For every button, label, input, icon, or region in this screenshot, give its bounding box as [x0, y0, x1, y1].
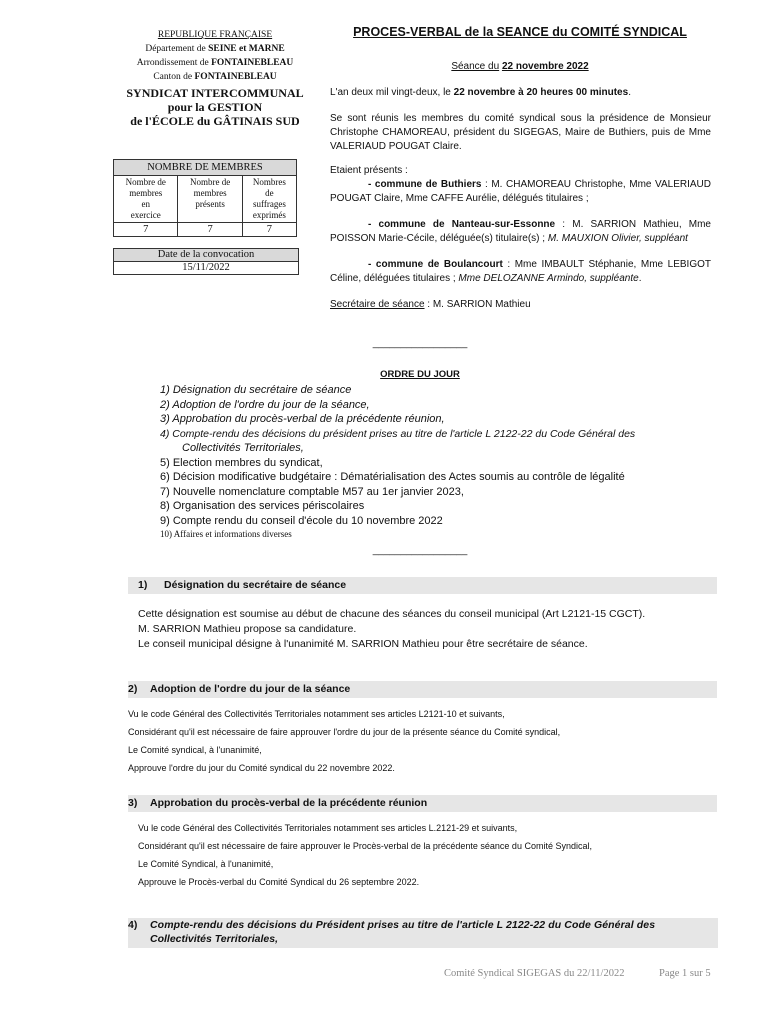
ordre-item: 9) Compte rendu du conseil d'école du 10 novembre 2022 [160, 514, 443, 527]
secretaire-line: Secrétaire de séance : M. SARRION Mathieu [330, 299, 531, 310]
value-suffrages: 7 [242, 223, 296, 237]
col-header-exercice: Nombre de membres en exercice [114, 176, 178, 223]
syndicat-name: SYNDICAT INTERCOMMUNAL pour la GESTION de l'ÉCOLE du GÂTINAIS SUD [126, 86, 304, 128]
ordre-item: 1) Désignation du secrétaire de séance [160, 384, 352, 396]
ordre-item: 2) Adoption de l'ordre du jour de la séance, [160, 398, 370, 411]
ordre-item: 3) Approbation du procès-verbal de la précédente réunion, [160, 413, 445, 425]
intro-line1: L'an deux mil vingt-deux, le 22 novembre à 20 heures 00 minutes. [330, 87, 631, 98]
members-table-box [113, 159, 297, 237]
convocation-box [113, 248, 299, 275]
footer-page: Page 1 sur 5 [659, 968, 711, 979]
canton-line: Canton de FONTAINEBLEAU [153, 72, 277, 82]
value-presents: 7 [178, 223, 242, 237]
convocation-title: Date de la convocation [114, 249, 298, 262]
members-table-title: NOMBRE DE MEMBRES [114, 160, 297, 176]
section-1-body: Cette désignation est soumise au début de chacune des séances du conseil municipal (Art L2121-15 CGCT). M. SARRION Mathieu propose sa candidature. Le conseil municipal désigne à l'unanimité M. SARRION Mathieu pour être secrétaire de séance. [138, 608, 646, 650]
intro-text [330, 86, 711, 312]
departement-line: Département de SEINE et MARNE [145, 44, 285, 54]
footer-left: Comité Syndical SIGEGAS du 22/11/2022 [444, 968, 625, 979]
arrondissement-line: Arrondissement de FONTAINEBLEAU [136, 58, 294, 68]
section-2-body: Vu le code Général des Collectivités Territoriales notamment ses articles L2121-10 et suivants, Considérant qu'il est nécessaire de faire approuver l'ordre du jour de la présente séance du Comité syndical, Le Comité syndical, à l'unanimité, Approuve l'ordre du jour du Comité syndical du 22 novembre 2022. [128, 709, 561, 773]
separator-top: _________________ [372, 338, 468, 349]
section-3-header: 3) Approbation du procès-verbal de la précédente réunion [128, 795, 717, 812]
ordre-item: 5) Election membres du syndicat, [160, 456, 323, 469]
ordre-title: ORDRE DU JOUR [380, 369, 460, 380]
section-4-header: 4) Compte-rendu des décisions du Président prises au titre de l'article L 2122-22 du Code Général des Collectivités Territoriales, [128, 918, 718, 948]
ordre-item: 10) Affaires et informations diverses [160, 529, 292, 539]
convocation-date: 15/11/2022 [182, 262, 230, 273]
section-3-body: Vu le code Général des Collectivités Territoriales notamment ses articles L.2121-29 et suivants, Considérant qu'il est nécessaire de faire approuver le Procès-verbal de la précédente séance du Comité Syndical, Le Comité Syndical, à l'unanimité, Approuve le Procès-verbal du Comité Syndical du 26 septembre 2022. [138, 823, 592, 887]
separator-bottom: _________________ [372, 545, 468, 556]
ordre-item: 4) Compte-rendu des décisions du président prises au titre de l'article L 2122-22 du Code Général des [160, 427, 636, 440]
ordre-item: 8) Organisation des services périscolaires [160, 500, 365, 512]
ordre-list [160, 383, 716, 541]
value-exercice: 7 [114, 223, 178, 237]
col-header-suffrages: Nombres de suffrages exprimés [242, 176, 296, 223]
section-1-header: 1) Désignation du secrétaire de séance [128, 577, 717, 594]
seance-date-line: Séance du 22 novembre 2022 [451, 61, 589, 72]
section-2-header: 2) Adoption de l'ordre du jour de la séance [128, 681, 717, 698]
page-title: PROCES-VERBAL de la SEANCE du COMITÉ SYNDICAL [353, 25, 687, 39]
col-header-presents: Nombre de membres présents [178, 176, 242, 223]
ordre-item: 6) Décision modificative budgétaire : Dématérialisation des Actes soumis au contrôle de légalité [160, 471, 625, 483]
presents-buthiers: - commune de Buthiers : M. CHAMOREAU Christophe, Mme VALERIAUD POUGAT Claire, Mme CAFFE Aurélie, délégués titulaires ; [330, 179, 711, 204]
presents-boulancourt: - commune de Boulancourt : Mme IMBAULT Stéphanie, Mme LEBIGOT Céline, déléguées titulaires ; Mme DELOZANNE Armindo, suppléante. [330, 259, 711, 284]
left-header [105, 28, 325, 128]
presents-nanteau: - commune de Nanteau-sur-Essonne : M. SARRION Mathieu, Mme POISSON Marie-Cécile, déléguée(s) titulaire(s) ; M. MAUXION Olivier, suppléant [330, 219, 711, 244]
republique-label: REPUBLIQUE FRANÇAISE [157, 30, 273, 40]
ordre-item: 7) Nouvelle nomenclature comptable M57 au 1er janvier 2023, [160, 485, 464, 498]
intro-presidence: Se sont réunis les membres du comité syndical sous la présidence de Monsieur Christophe CHAMOREAU, président du SIGEGAS, Maire de Buthiers, puis de Mme VALERIAUD POUGAT Claire. [330, 113, 711, 152]
presents-label: Etaient présents : [330, 165, 408, 176]
members-table [113, 159, 297, 237]
ordre-item-cont: Collectivités Territoriales, [182, 442, 304, 454]
